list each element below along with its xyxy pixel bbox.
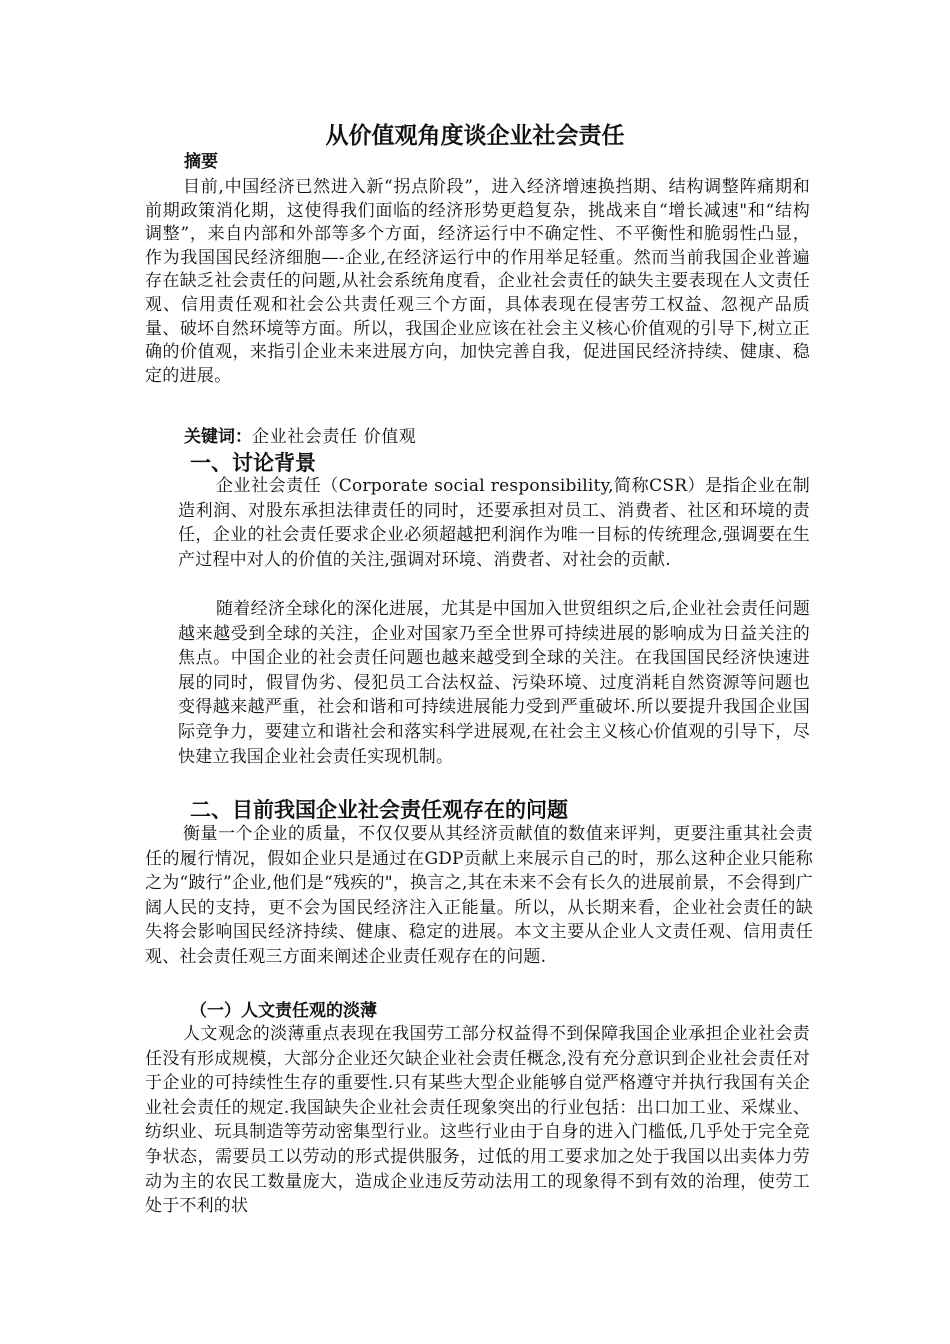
subsection1-heading: （一）人文责任观的淡薄 (190, 1001, 377, 1021)
section1-paragraph-1: 企业社会责任（Corporate social responsibility,简称CSR）是指企业在制造利润、对股东承担法律责任的同时，还要承担对员工、消费者、社区和环境的责任，企业的社会责任要求企业必须超越把利润作为唯一目标的传统理念,强调要在生产过程中对人的价值的关注,强调对环境、消费者、对社会的贡献. (178, 476, 810, 570)
abstract-label: 摘要 (184, 152, 218, 172)
section1-paragraph-2: 随着经济全球化的深化进展，尤其是中国加入世贸组织之后,企业社会责任问题越来越受到全球的关注，企业对国家乃至全世界可持续进展的影响成为日益关注的焦点。中国企业的社会责任问题也越来越受到全球的关注。在我国国民经济快速进展的同时，假冒伪劣、侵犯员工合法权益、污染环境、过度消耗自然资源等问题也变得越来越严重，社会和谐和可持续进展能力受到严重破坏.所以要提升我国企业国际竞争力，要建立和谐社会和落实科学进展观,在社会主义核心价值观的引导下，尽快建立我国企业社会责任实现机制。 (178, 599, 810, 767)
keywords-value: 企业社会责任 价值观 (252, 427, 417, 447)
section2-paragraph-1: 衡量一个企业的质量，不仅仅要从其经济贡献值的数值来评判，更要注重其社会责任的履行情况，假如企业只是通过在GDP贡献上来展示自己的时，那么这种企业只能称之为“跛行”企业,他们是“残疾的"，换言之,其在未来不会有长久的进展前景，不会得到广阔人民的支持，更不会为国民经济注入正能量。所以，从长期来看，企业社会责任的缺失将会影响国民经济持续、健康、稳定的进展。本文主要从企业人文责任观、信用责任观、社会责任观三方面来阐述企业责任观存在的问题. (145, 824, 813, 967)
abstract-text: 目前,中国经济已然进入新“拐点阶段”，进入经济增速换挡期、结构调整阵痛期和前期政策消化期，这使得我们面临的经济形势更趋复杂，挑战来自“增长减速"和“结构调整”，来自内部和外部等多个方面，经济运行中不确定性、不平衡性和脆弱性凸显，作为我国国民经济细胞—-企业,在经济运行中的作用举足轻重。然而当前我国企业普遍存在缺乏社会责任的问题,从社会系统角度看，企业社会责任的缺失主要表现在人文责任观、信用责任观和社会公共责任观三个方面，具体表现在侵害劳工权益、忽视产品质量、破坏自然环境等方面。所以，我国企业应该在社会主义核心价值观的引导下,树立正确的价值观，来指引企业未来进展方向，加快完善自我，促进国民经济持续、健康、稳定的进展。 (145, 177, 810, 386)
document-title: 从价值观角度谈企业社会责任 (325, 123, 625, 149)
keywords-label: 关键词： (184, 427, 252, 447)
section2-heading: 二、目前我国企业社会责任观存在的问题 (190, 798, 568, 822)
keywords-line (184, 426, 416, 448)
subsection1-paragraph-1: 人文观念的淡薄重点表现在我国劳工部分权益得不到保障我国企业承担企业社会责任没有形成规模，大部分企业还欠缺企业社会责任概念,没有充分意识到企业社会责任对于企业的可持续性生存的重要性.只有某些大型企业能够自觉严格遵守并执行我国有关企业社会责任的规定.我国缺失企业社会责任现象突出的行业包括：出口加工业、采煤业、纺织业、玩具制造等劳动密集型行业。这些行业由于自身的进入门槛低,几乎处于完全竞争状态，需要员工以劳动的形式提供服务，过低的用工要求加之处于我国以出卖体力劳动为主的农民工数量庞大，造成企业违反劳动法用工的现象得不到有效的治理，使劳工处于不利的状 (145, 1024, 810, 1217)
section1-heading: 一、讨论背景 (190, 451, 316, 475)
